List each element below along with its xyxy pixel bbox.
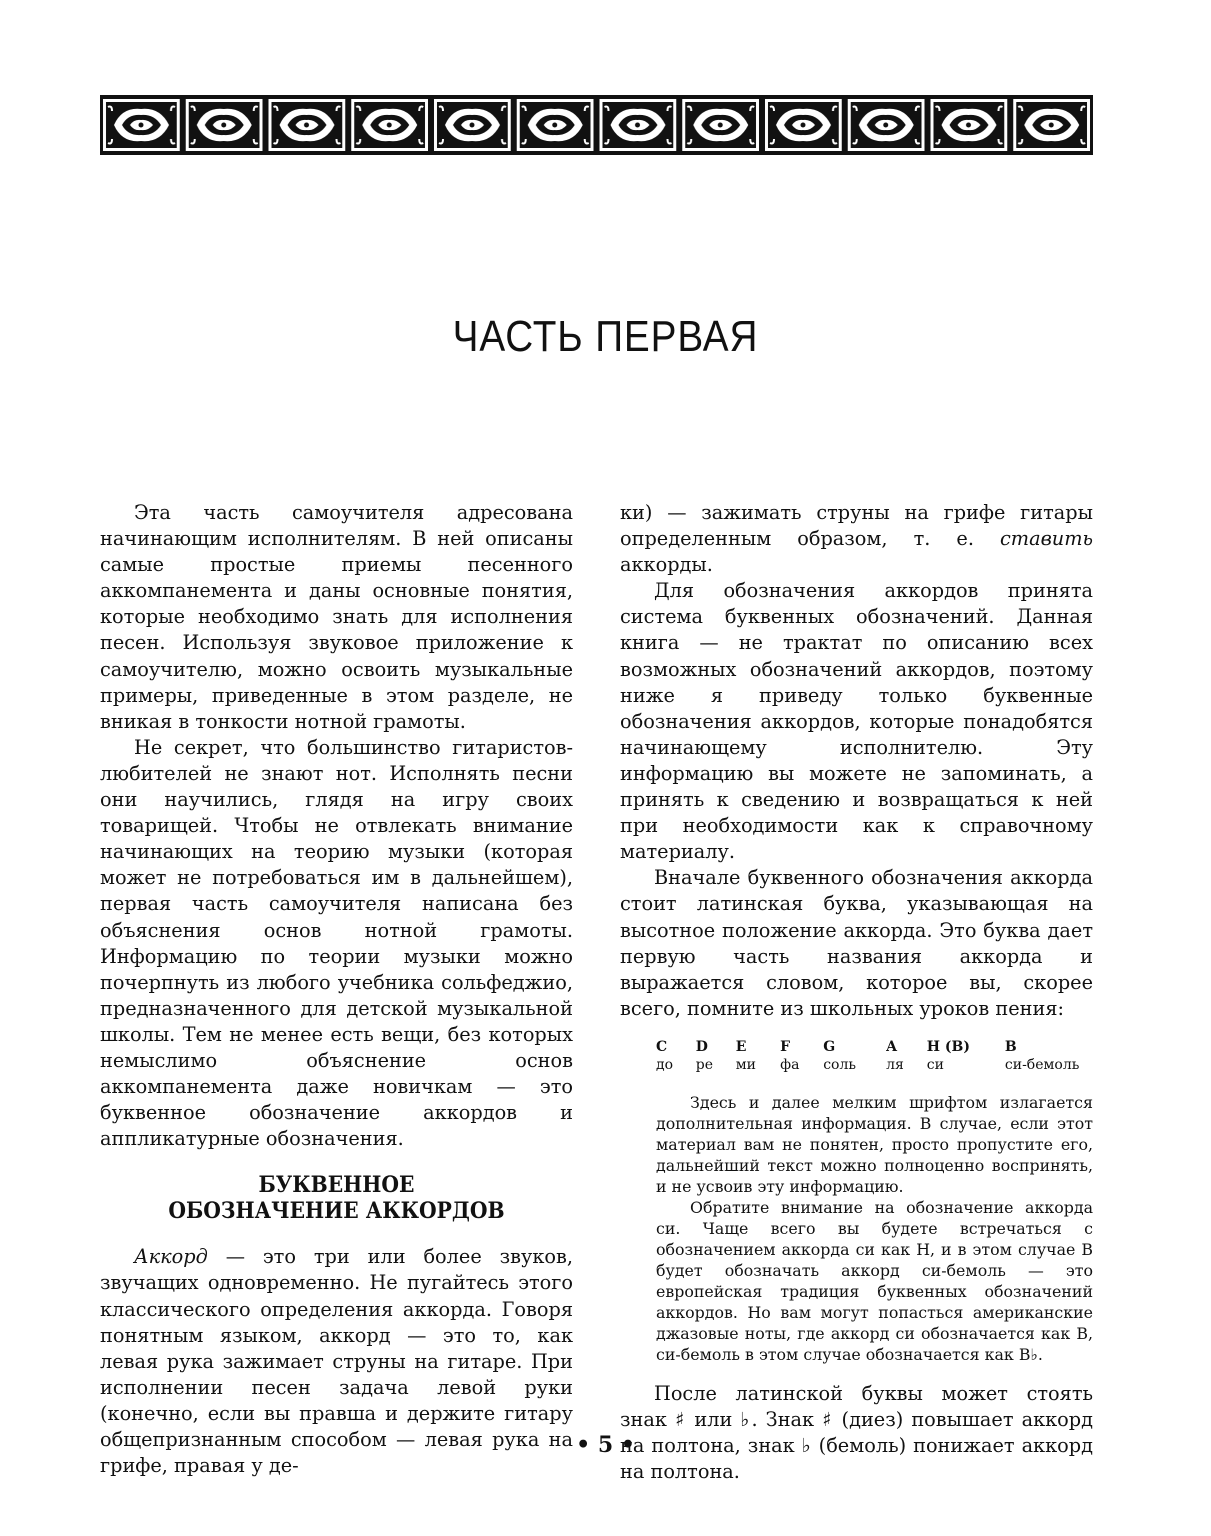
section-heading xyxy=(119,1172,554,1224)
note-letter: G xyxy=(823,1038,836,1055)
paragraph: Вначале буквенного обозначения аккорда стоит латинская буква, указывающая на высотное положение аккорда. Это буква дает первую часть названия аккорда и выражается словом, которое вы, скорее всего, помните из школьных уроков пения: xyxy=(620,866,1093,1020)
ornament-border-icon xyxy=(100,95,1093,155)
small-paragraph: Здесь и далее мелким шрифтом излагается дополнительная информация. В случае, если этот материал вам не понятен, просто пропустите его, дальнейший текст можно полноценно воспринять, и не усвоив эту информацию. xyxy=(656,1092,1093,1196)
note-name: ре xyxy=(695,1056,713,1073)
small-print-note xyxy=(656,1092,1093,1365)
note-letters-row xyxy=(656,1038,1129,1056)
note-name: си xyxy=(926,1056,944,1073)
paragraph: После латинской буквы может стоять знак ♯ или ♭. Знак ♯ (диез) повышает аккорд на полтона, знак ♭ (бемоль) понижает аккорд на полтона. xyxy=(620,1381,1093,1484)
part-title: ЧАСТЬ ПЕРВАЯ xyxy=(452,312,759,361)
note-name: до xyxy=(656,1056,674,1073)
note-letter: E xyxy=(735,1038,747,1055)
note-letter: C xyxy=(656,1038,668,1055)
page-number: • 5 • xyxy=(576,1432,635,1458)
note-names-row xyxy=(656,1056,1129,1074)
note-name: ля xyxy=(886,1056,904,1073)
note-letter: A xyxy=(886,1038,897,1055)
paragraph-text: ки) — зажимать струны на грифе гитары определенным образом, т. е. xyxy=(620,501,1093,551)
note-letter: F xyxy=(780,1038,791,1055)
note-letter: B xyxy=(1004,1038,1017,1055)
note-name: си-бемоль xyxy=(1004,1056,1080,1073)
note-names-table xyxy=(656,1038,1129,1074)
note-name: фа xyxy=(780,1056,800,1073)
term-italic: ставить xyxy=(1000,527,1093,551)
note-letter: D xyxy=(695,1038,708,1055)
paragraph-text: — это три или более звуков, звучащих одновременно. Не пугайтесь этого классического определения аккорда. Говоря понятным языком, аккорд — это то, как левая рука зажимает струны на гитаре. При исполнении песен задача левой руки (конечно, если вы правша и держите гитару общепризнанным способом — левая рука на грифе, правая у де- xyxy=(100,1245,573,1478)
note-name: ми xyxy=(735,1056,756,1073)
section-heading-line: ОБОЗНАЧЕНИЕ АККОРДОВ xyxy=(168,1198,505,1225)
paragraph-text: аккорды. xyxy=(620,553,713,577)
section-heading-line: БУКВЕННОЕ xyxy=(258,1172,415,1199)
note-name: соль xyxy=(823,1056,856,1073)
paragraph xyxy=(620,500,1093,578)
small-paragraph: Обратите внимание на обозначение аккорда си. Чаще всего вы будете встречаться с обозначением аккорда си как H, и в этом случае B будет обозначать аккорд си-бемоль — это европейская традиция буквенных обозначений аккордов. Но вам могут попасться американские джазовые ноты, где аккорд си обозначается как B, си-бемоль в этом случае обозначается как B♭. xyxy=(656,1197,1093,1364)
paragraph: Эта часть самоучителя адресована начинающим исполнителям. В ней описаны самые простые приемы песенного аккомпанемента и даны основные понятия, которые необходимо знать для исполнения песен. Используя звуковое приложение к самоучителю, можно освоить музыкальные примеры, приведенные в этом разделе, не вникая в тонкости нотной грамоты. xyxy=(100,501,573,733)
paragraph: Не секрет, что большинство гитаристов-любителей не знают нот. Исполнять песни они научились, глядя на игру своих товарищей. Чтобы не отвлекать внимание начинающих на теорию музыки (которая может не потребоваться им в дальнейшем), первая часть самоучителя написана без объяснения основ нотной грамоты. Информацию по теории музыки можно почерпнуть из любого учебника сольфеджио, предназначенного для детской музыкальной школы. Тем не менее есть вещи, без которых немыслимо объяснение основ аккомпанемента даже новичкам — это буквенное обозначение аккордов и аппликатурные обозначения. xyxy=(100,735,573,1151)
paragraph: Для обозначения аккордов принята система буквенных обозначений. Данная книга — не трактат по описанию всех возможных обозначений аккордов, поэтому ниже я приведу только буквенные обозначения аккордов, которые понадобятся начинающему исполнителю. Эту информацию вы можете не запоминать, а принять к сведению и возвращаться к ней при необходимости как к справочному материалу. xyxy=(620,579,1093,864)
term-italic: Аккорд xyxy=(134,1245,208,1269)
note-letter: H (B) xyxy=(926,1038,970,1055)
right-column xyxy=(620,500,1093,1485)
left-column xyxy=(100,500,573,1479)
